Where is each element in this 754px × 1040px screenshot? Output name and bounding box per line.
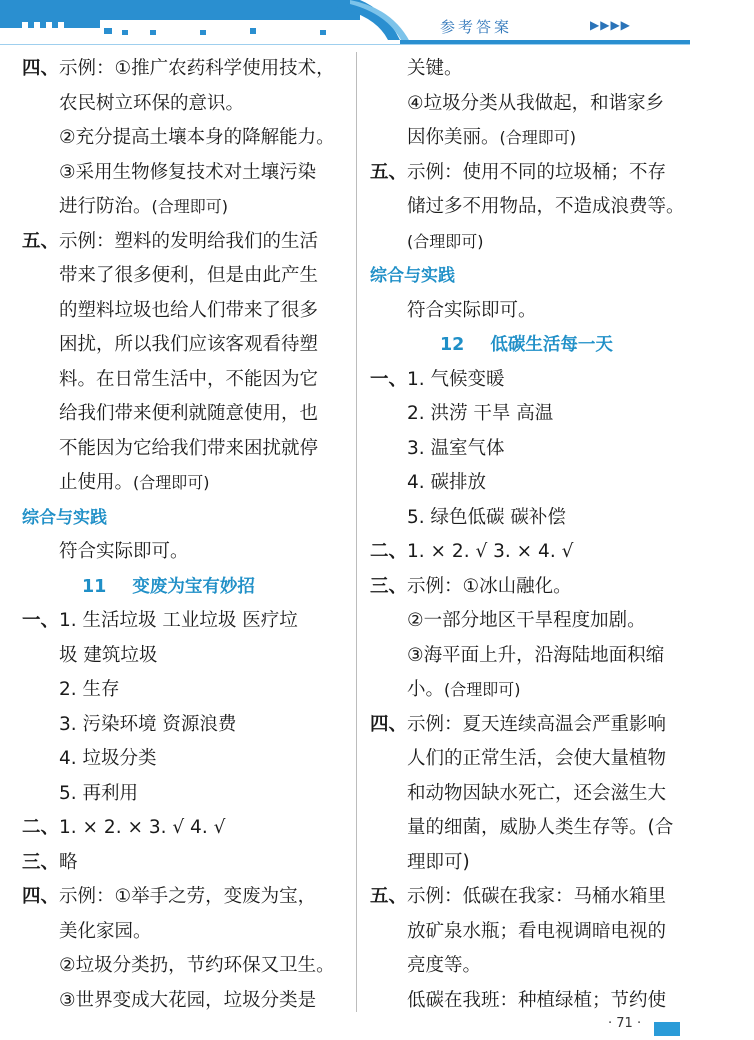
right-s3-line-2: ②一部分地区干旱程度加剧。 xyxy=(407,610,646,631)
left-s1-line-2: 圾 建筑垃圾 xyxy=(59,644,158,666)
left-s4-line-2: 美化家园。 xyxy=(59,920,152,942)
q-number: 一、 xyxy=(370,368,408,390)
left-s1-line-4: 3. 污染环境 资源浪费 xyxy=(59,713,237,735)
right-s1-line-3: 3. 温室气体 xyxy=(407,437,505,459)
q-number: 五、 xyxy=(370,161,408,183)
left-q5-line-7: 不能因为它给我们带来困扰就停 xyxy=(59,437,319,459)
left-s3: 三、略 xyxy=(22,851,78,873)
left-s4-line-4: ③世界变成大花园，垃圾分类是 xyxy=(59,989,317,1011)
q-number: 四、 xyxy=(370,713,408,735)
right-s4-line-1: 四、示例：夏天连续高温会严重影响 xyxy=(370,713,667,735)
chapter-title: 11 变废为宝有妙招 xyxy=(82,576,255,597)
left-q4-line-1: 四、示例：①推广农药科学使用技术， xyxy=(22,58,335,79)
left-q4-line-2: 农民树立环保的意识。 xyxy=(59,92,245,114)
section-title-practice: 综合与实践 xyxy=(22,507,107,528)
left-s1-line-1: 一、1. 生活垃圾 工业垃圾 医疗垃 xyxy=(22,610,298,631)
right-s4-line-4: 量的细菌，威胁人类生存等。(合 xyxy=(407,817,674,838)
left-column xyxy=(22,52,344,1018)
right-s1-line-4: 4. 碳排放 xyxy=(407,472,487,493)
q-number: 二、 xyxy=(370,541,408,562)
right-cont-line-3: 因你美丽。(合理即可) xyxy=(407,127,577,148)
section-title-practice: 综合与实践 xyxy=(370,266,455,286)
right-s5-line-2: 放矿泉水瓶；看电视调暗电视的 xyxy=(407,920,667,942)
left-s1-line-5: 4. 垃圾分类 xyxy=(59,748,157,769)
note: (合理即可) xyxy=(444,680,521,699)
left-s4-line-1: 四、示例：①举手之劳，变废为宝， xyxy=(22,886,317,907)
left-q5-line-2: 带来了很多便利，但是由此产生 xyxy=(59,265,319,286)
left-q5-line-5: 料。在日常生活中，不能因为它 xyxy=(59,368,319,390)
right-s1-line-2: 2. 洪涝 干旱 高温 xyxy=(407,403,554,424)
q-number: 四、 xyxy=(22,886,60,907)
right-s4-line-2: 人们的正常生活，会使大量植物 xyxy=(407,748,667,769)
left-q5-line-6: 给我们带来便利就随意使用，也 xyxy=(59,403,319,424)
right-q5-line-1: 五、示例：使用不同的垃圾桶；不存 xyxy=(370,161,667,183)
q-number: 五、 xyxy=(370,886,408,907)
left-s4-line-3: ②垃圾分类扔，节约环保又卫生。 xyxy=(59,955,335,976)
left-s2: 二、1. × 2. × 3. √ 4. √ xyxy=(22,817,226,838)
right-s1-line-1: 一、1. 气候变暖 xyxy=(370,368,505,390)
right-s4-line-5: 理即可) xyxy=(407,851,470,873)
left-s1-line-3: 2. 生存 xyxy=(59,679,120,700)
left-q5-line-1: 五、示例：塑料的发明给我们的生活 xyxy=(22,230,319,252)
right-s5-line-1: 五、示例：低碳在我家：马桶水箱里 xyxy=(370,886,667,907)
left-q4-line-3: ②充分提高土壤本身的降解能力。 xyxy=(59,127,335,148)
practice-text: 符合实际即可。 xyxy=(59,541,189,562)
left-q5-line-3: 的塑料垃圾也给人们带来了很多 xyxy=(59,299,319,321)
left-s1-line-6: 5. 再利用 xyxy=(59,782,139,804)
note: (合理即可) xyxy=(499,128,577,147)
page-number: · 71 · xyxy=(608,1016,642,1031)
q-number: 二、 xyxy=(22,817,60,838)
right-s5-line-3: 亮度等。 xyxy=(407,955,482,976)
column-divider xyxy=(356,52,357,1012)
right-cont-line-2: ④垃圾分类从我做起，和谐家乡 xyxy=(407,92,665,114)
left-q5-line-8: 止使用。(合理即可) xyxy=(59,472,210,493)
header-arrows-icon: ▶▶▶▶ xyxy=(590,18,631,32)
left-q4-line-5: 进行防治。(合理即可) xyxy=(59,196,229,217)
right-s1-line-5: 5. 绿色低碳 碳补偿 xyxy=(407,506,566,528)
right-s3-line-4: 小。(合理即可) xyxy=(407,679,521,700)
note: (合理即可) xyxy=(133,473,210,492)
chapter-title: 12 低碳生活每一天 xyxy=(440,335,613,355)
page-number-bar xyxy=(654,1022,680,1036)
practice-text: 符合实际即可。 xyxy=(407,299,537,321)
q-number: 四、 xyxy=(22,58,60,79)
right-s3-line-1: 三、示例：①冰山融化。 xyxy=(370,575,572,597)
right-s3-line-3: ③海平面上升，沿海陆地面积缩 xyxy=(407,644,665,666)
q-number: 三、 xyxy=(22,851,60,873)
right-s5-line-4: 低碳在我班：种植绿植；节约使 xyxy=(407,989,667,1011)
note: (合理即可) xyxy=(407,231,484,251)
right-column xyxy=(370,52,700,1018)
q-number: 一、 xyxy=(22,610,60,631)
q-number: 五、 xyxy=(22,230,60,252)
right-q5-line-2: 储过多不用物品，不造成浪费等。 xyxy=(407,196,685,217)
right-s2: 二、1. × 2. √ 3. × 4. √ xyxy=(370,541,574,562)
page-header xyxy=(0,0,754,52)
right-cont-line-1: 关键。 xyxy=(407,58,463,79)
left-q4-line-4: ③采用生物修复技术对土壤污染 xyxy=(59,161,317,183)
note: (合理即可) xyxy=(151,197,229,216)
header-decoration xyxy=(0,0,754,52)
right-s4-line-3: 和动物因缺水死亡，还会滋生大 xyxy=(407,782,667,804)
header-title: 参考答案 xyxy=(440,18,513,36)
left-q5-line-4: 困扰，所以我们应该客观看待塑 xyxy=(59,334,319,355)
q-number: 三、 xyxy=(370,575,408,597)
